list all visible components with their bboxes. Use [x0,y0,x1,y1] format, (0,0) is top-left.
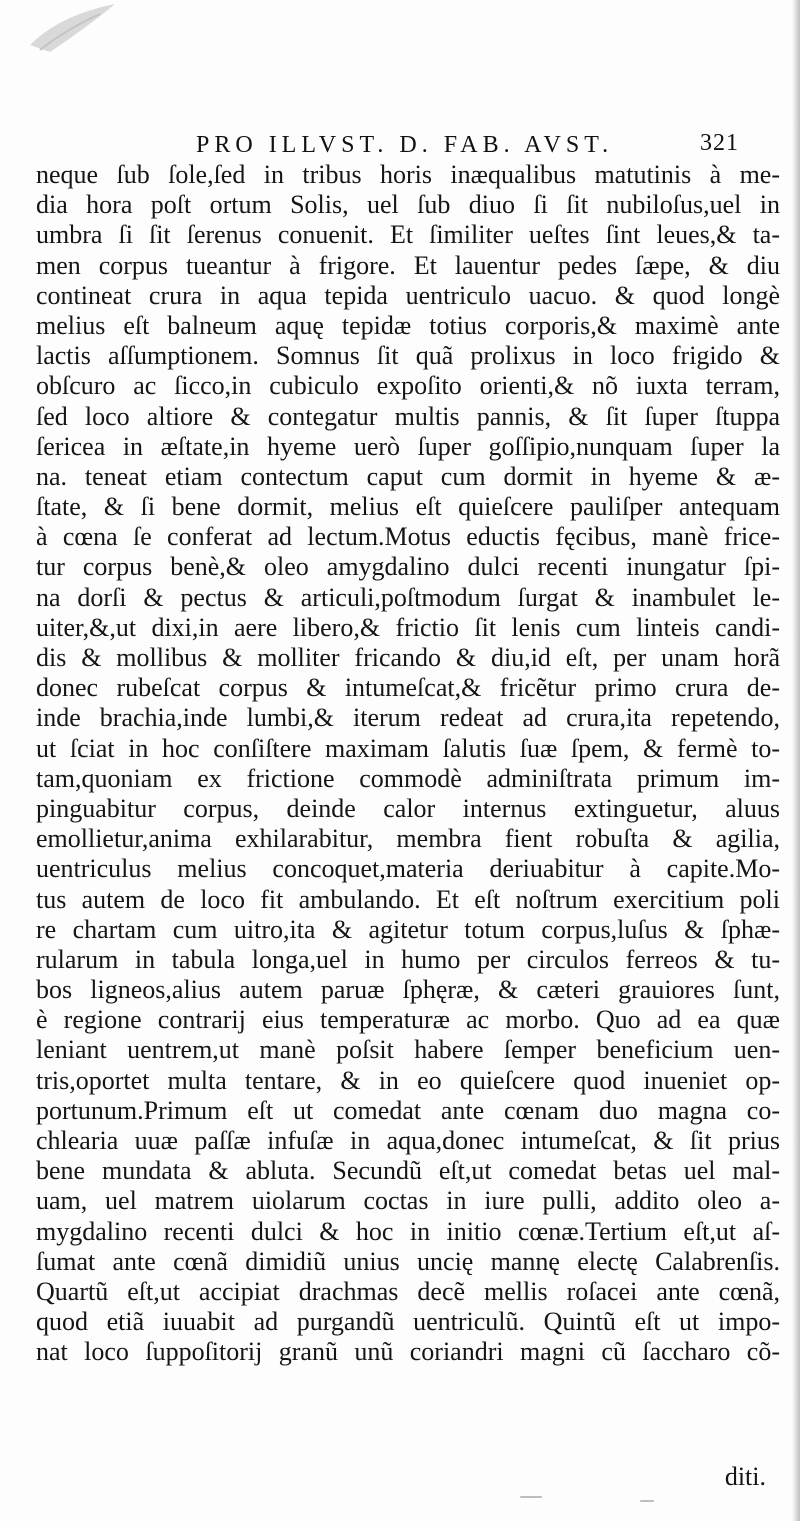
text-line: nat loco ſuppoſitorij granũ unũ coriandri magni cũ ſaccharo cõ- [36,1337,780,1367]
text-line: è regione contrarij eius temperaturæ ac morbo. Quo ad ea quæ [36,1005,780,1035]
text-line: bos ligneos,alius autem paruæ ſphęræ, & cæteri grauiores ſunt, [36,975,780,1005]
body-text [36,160,780,1368]
text-line: tur corpus benè,& oleo amygdalino dulci recenti inungatur ſpi- [36,552,780,582]
page-corner-stain [20,0,130,70]
text-line: contineat crura in aqua tepida uentriculo uacuo. & quod longè [36,280,780,310]
text-line: na. teneat etiam contectum caput cum dormit in hyeme & æ- [36,461,780,491]
text-line: Quartũ eſt,ut accipiat drachmas decẽ mellis roſacei ante cœnã, [36,1276,780,1306]
text-line: uiter,&,ut dixi,in aere libero,& frictio ſit lenis cum linteis candi- [36,612,780,642]
text-line: ſumat ante cœnã dimidiũ unius uncię mannę electę Calabrenſis. [36,1246,780,1276]
text-line: leniant uentrem,ut manè poſsit habere ſemper beneficium uen- [36,1035,780,1065]
text-line: tam,quoniam ex frictione commodè adminiſtrata primum im- [36,763,780,793]
text-line: inde brachia,inde lumbi,& iterum redeat ad crura,ita repetendo, [36,703,780,733]
catchword: diti. [724,1462,766,1491]
text-line: neque ſub ſole,ſed in tribus horis inæqualibus matutinis à me- [36,160,780,189]
text-line: dis & mollibus & molliter fricando & diu,id eſt, per unam horã [36,643,780,672]
text-line: re chartam cum uitro,ita & agitetur totum corpus,luſus & ſphæ- [36,914,780,944]
text-line: uam, uel matrem uiolarum coctas in iure pulli, addito oleo a- [36,1186,780,1216]
text-line: ſtate, & ſi bene dormit, melius eſt quieſcere pauliſper antequam [36,492,780,522]
text-line: à cœna ſe conferat ad lectum.Motus eductis fęcibus, manè frice- [36,522,780,552]
text-line: tris,oportet multa tentare, & in eo quieſcere quod inueniet op- [36,1065,780,1095]
bottom-ink-mark [640,1500,654,1502]
text-line: rularum in tabula longa,uel in humo per circulos ferreos & tu- [36,944,780,974]
text-line: quod etiã iuuabit ad purgandũ uentriculũ. Quintũ eſt ut impo- [36,1307,780,1337]
text-line: tus autem de loco fit ambulando. Et eſt noſtrum exercitium poli [36,884,780,914]
text-line: bene mundata & abluta. Secundũ eſt,ut comedat betas uel mal- [36,1156,780,1186]
text-line: uentriculus melius concoquet,materia deriuabitur à capite.Mo- [36,854,780,884]
text-line: mygdalino recenti dulci & hoc in initio cœnæ.Tertium eſt,ut aſ- [36,1216,780,1246]
page-edge-shadow [792,0,800,1521]
text-line: obſcuro ac ſicco,in cubiculo expoſito orienti,& nõ iuxta terram, [36,371,780,401]
text-line: chlearia uuæ paſſæ infuſæ in aqua,donec intumeſcat, & ſit prius [36,1126,780,1155]
text-line: portunum.Primum eſt ut comedat ante cœnam duo magna co- [36,1095,780,1125]
text-line: emollietur,anima exhilarabitur, membra fient robuſta & agilia, [36,824,780,854]
text-line: men corpus tueantur à frigore. Et lauentur pedes ſæpe, & diu [36,250,780,280]
text-line: lactis aſſumptionem. Somnus ſit quã prolixus in loco frigido & [36,341,780,371]
text-line: na dorſi & pectus & articuli,poſtmodum ſurgat & inambulet le- [36,582,780,612]
text-line: ſericea in æſtate,in hyeme uerò ſuper goſſipio,nunquam ſuper la [36,431,780,461]
text-line: ſed loco altiore & contegatur multis pannis, & ſit ſuper ſtuppa [36,401,780,431]
text-line: dia hora poſt ortum Solis, uel ſub diuo ſi ſit nubiloſus,uel in [36,190,780,220]
text-line: pinguabitur corpus, deinde calor internus extinguetur, aluus [36,793,780,823]
text-line: ut ſciat in hoc conſiſtere maximam ſalutis ſuæ ſpem, & fermè to- [36,733,780,763]
text-line: umbra ſi ſit ſerenus conuenit. Et ſimiliter ueſtes ſint leues,& ta- [36,220,780,250]
text-line: melius eſt balneum aquę tepidæ totius corporis,& maximè ante [36,310,780,340]
bottom-ink-mark [520,1496,542,1498]
text-line: donec rubeſcat corpus & intumeſcat,& fricẽtur primo crura de- [36,673,780,703]
page-number: 321 [700,130,739,156]
running-head: PRO ILLVST. D. FAB. AVST. [196,132,614,158]
